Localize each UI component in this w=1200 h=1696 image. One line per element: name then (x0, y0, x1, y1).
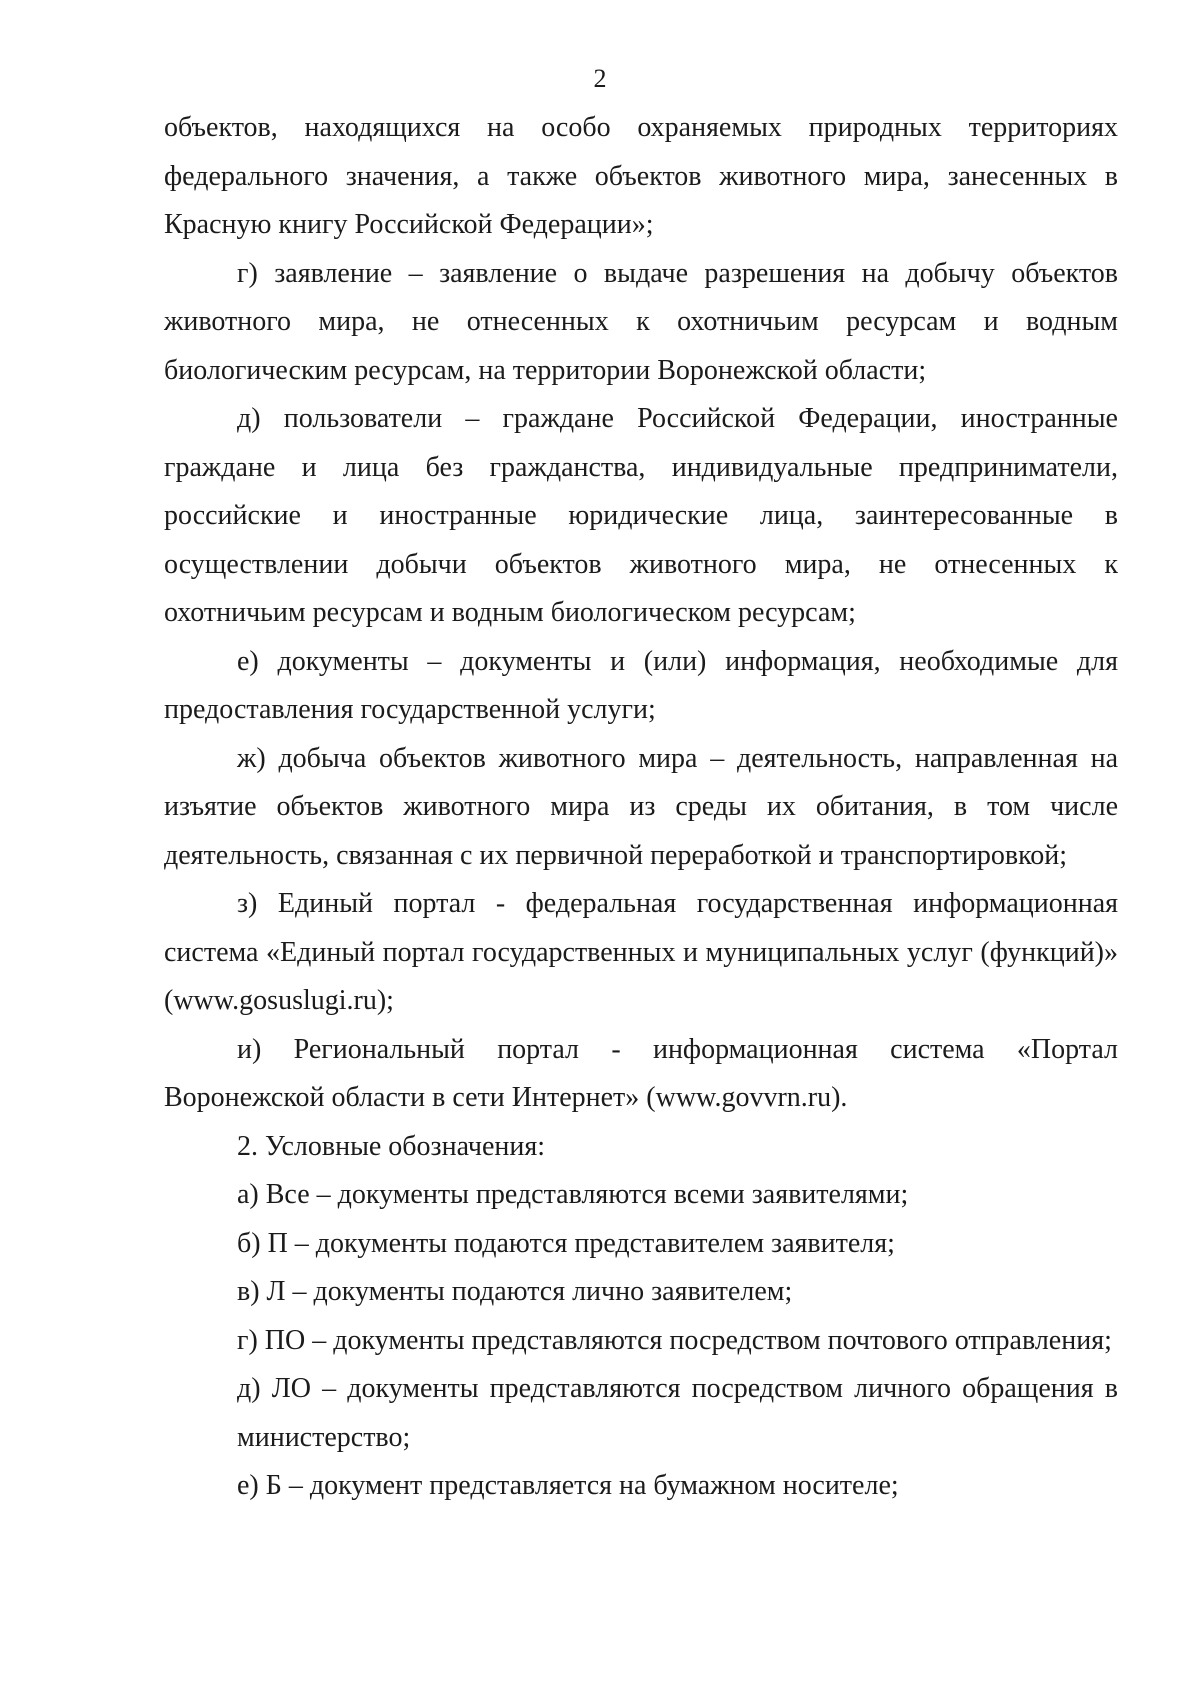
paragraph-definition-zh: ж) добыча объектов животного мира – деятельность, направленная на изъятие объектов животного мира из среды их обитания, в том числе деятельность, связанная с их первичной переработкой и транспортировкой; (164, 742, 1118, 871)
document-body (164, 104, 1118, 1511)
convention-item-e: е) Б – документ представляется на бумажном носителе; (237, 1470, 899, 1501)
convention-item-v: в) Л – документы подаются лично заявителем; (237, 1276, 793, 1307)
paragraph-definition-g: г) заявление – заявление о выдаче разрешения на добычу объектов животного мира, не отнесенных к охотничьим ресурсам и водным биологическим ресурсам, на территории Воронежской области; (164, 257, 1118, 386)
paragraph-continuation: объектов, находящихся на особо охраняемых природных территориях федерального значения, а также объектов животного мира, занесенных в Красную книгу Российской Федерации»; (164, 112, 1118, 240)
paragraph-definition-d: д) пользователи – граждане Российской Федерации, иностранные граждане и лица без гражданства, индивидуальные предприниматели, российские и иностранные юридические лица, заинтересованные в осуществлении добычи объектов животного мира, не отнесенных к охотничьим ресурсам и водным биологическом ресурсам; (164, 403, 1118, 628)
paragraph-definition-e: е) документы – документы и (или) информация, необходимые для предоставления государственной услуги; (164, 645, 1118, 725)
convention-item-b: б) П – документы подаются представителем заявителя; (237, 1227, 895, 1259)
paragraph-definition-i: и) Региональный портал - информационная система «Портал Воронежской области в сети Интернет» (www.govvrn.ru). (164, 1033, 1118, 1113)
convention-item-a: а) Все – документы представляются всеми заявителями; (237, 1179, 909, 1210)
convention-item-g: г) ПО – документы представляются посредством почтового отправления; (237, 1324, 1112, 1356)
page-number: 2 (593, 64, 607, 93)
convention-item-d: д) ЛО – документы представляются посредством личного обращения в министерство; (237, 1373, 1118, 1453)
section-heading-conventions: 2. Условные обозначения: (237, 1130, 546, 1162)
paragraph-definition-z: з) Единый портал - федеральная государственная информационная система «Единый портал государственных и муниципальных услуг (функций)» (www.gosuslugi.ru); (164, 888, 1118, 1016)
